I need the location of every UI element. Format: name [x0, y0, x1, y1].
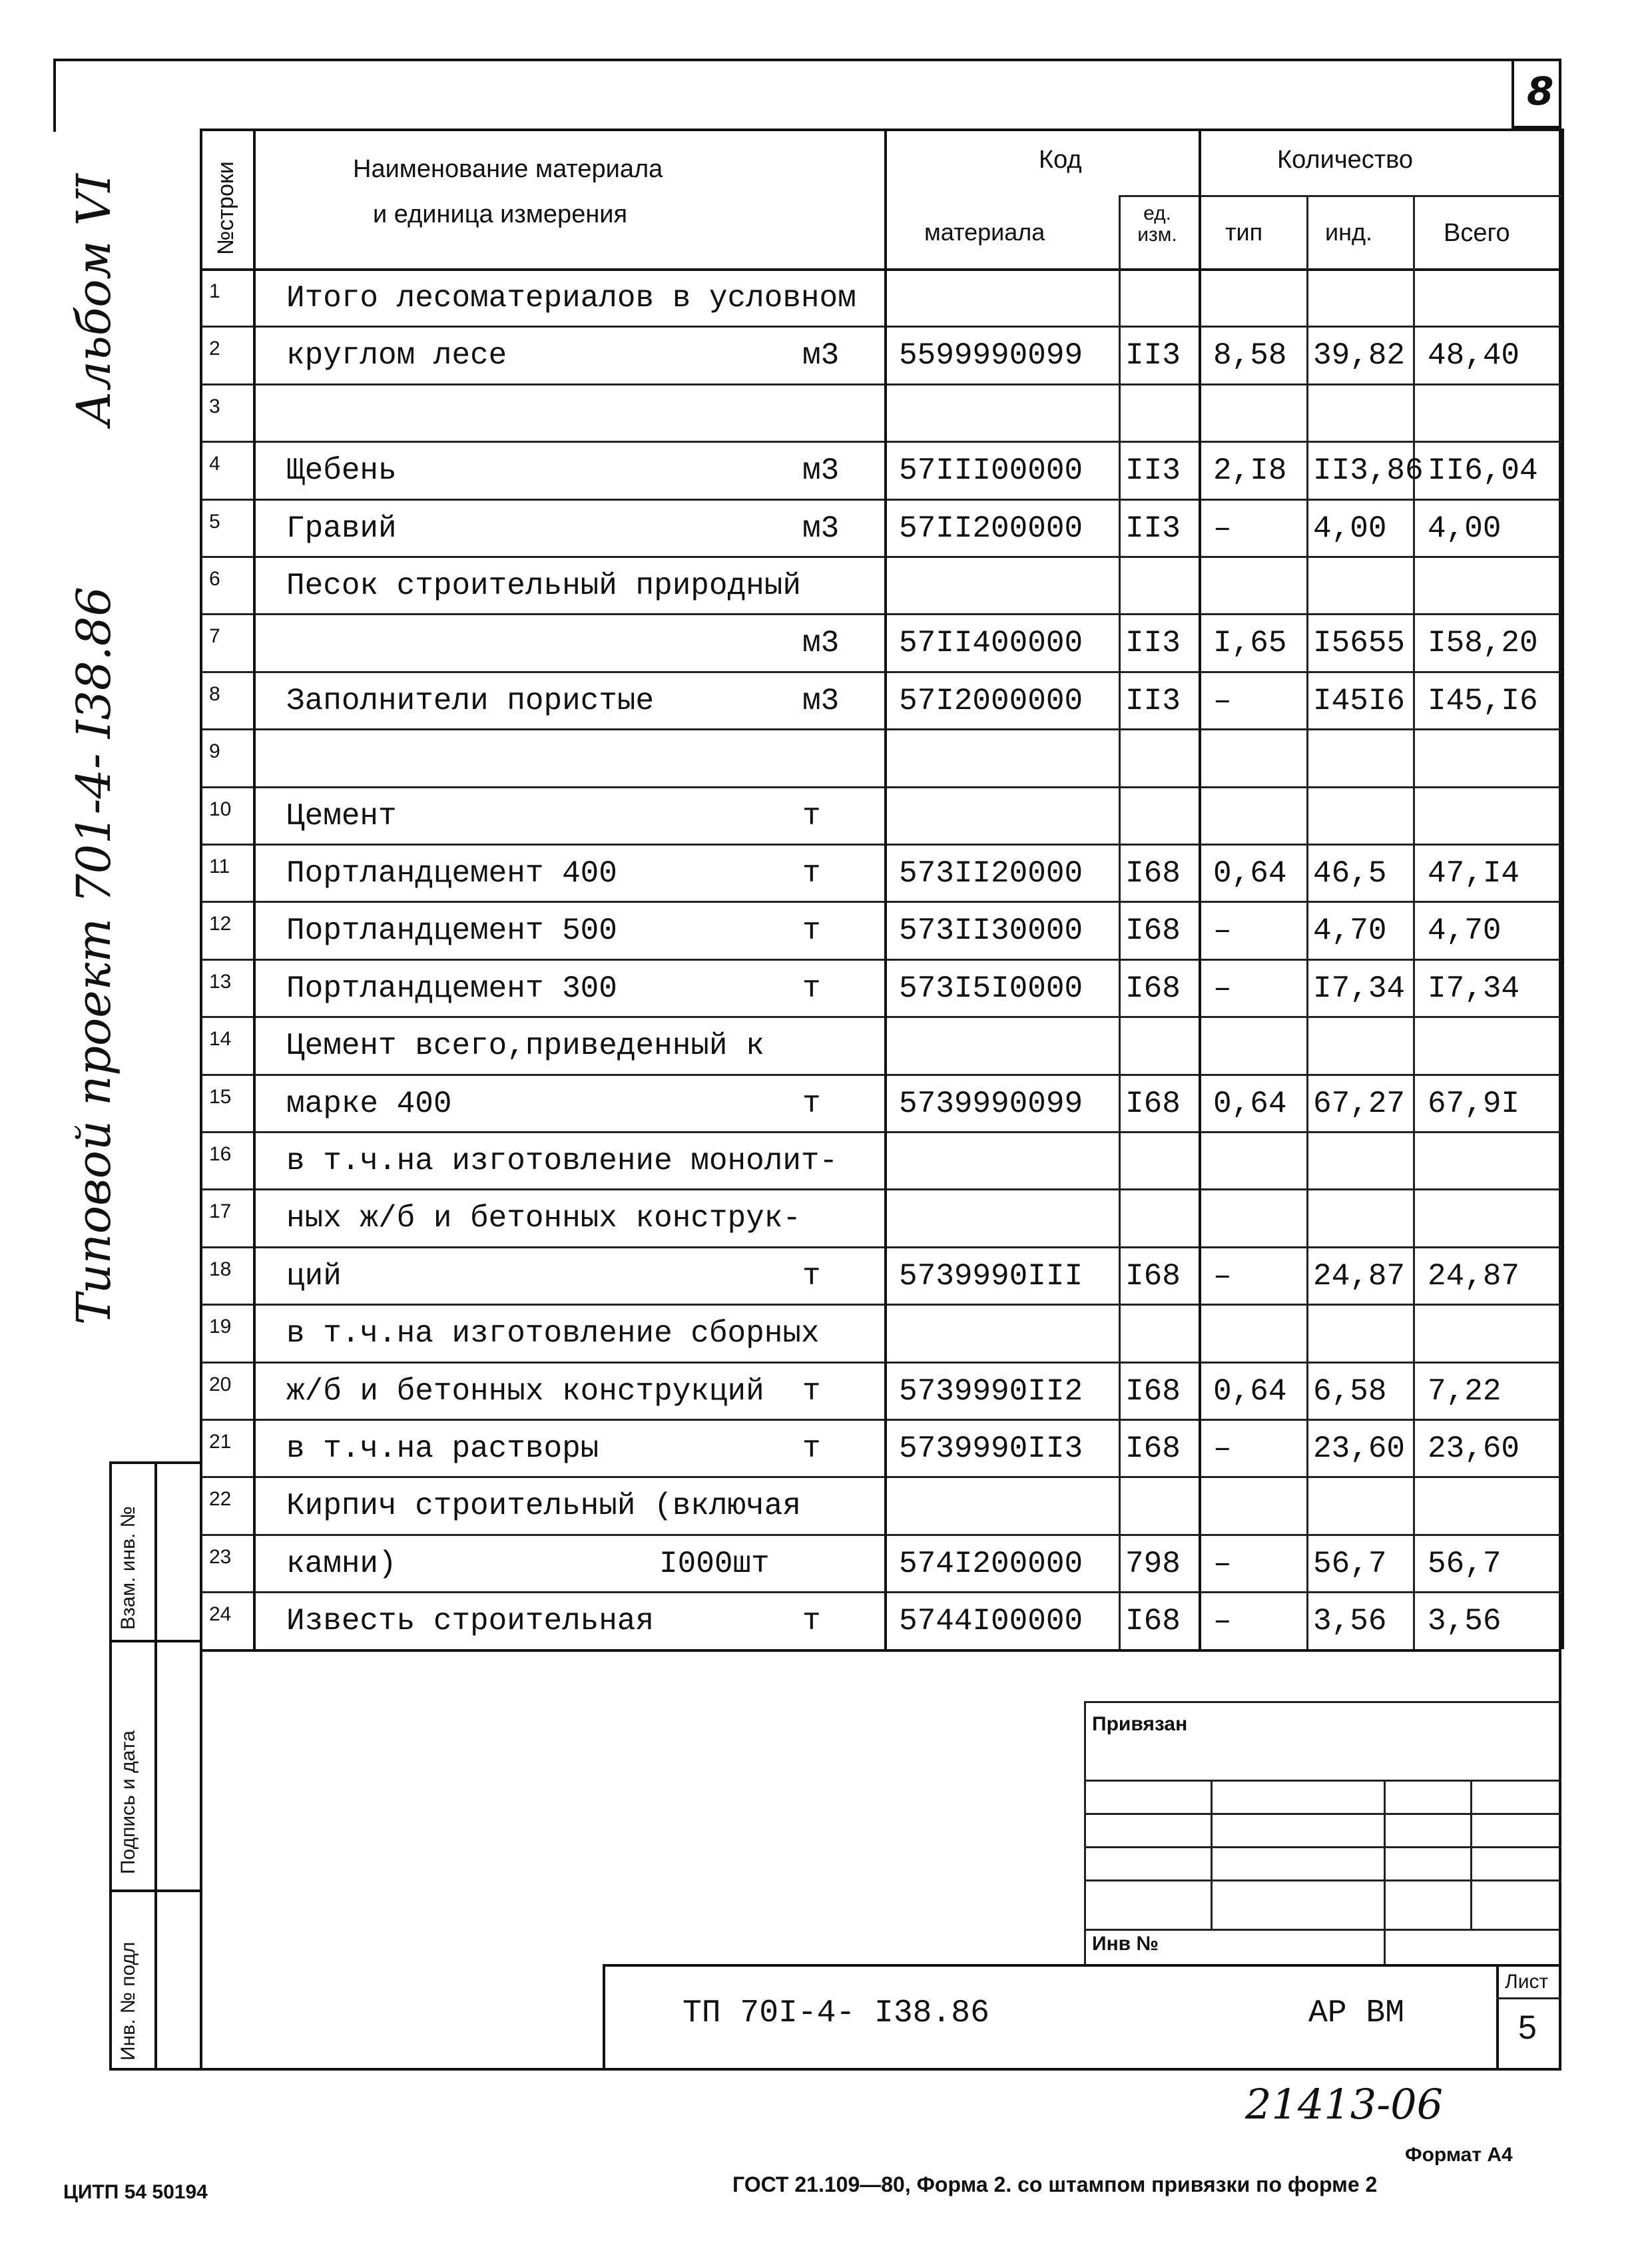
material-code: 573II30000 — [899, 913, 1083, 949]
row-number: 17 — [209, 1200, 232, 1223]
qty-ind: 46,5 — [1313, 856, 1387, 891]
strip-mid-border — [154, 1461, 157, 2071]
row-line — [200, 901, 1561, 903]
header-mid-line — [1119, 195, 1561, 197]
sheet-number: 5 — [1518, 2009, 1537, 2046]
material-name: Портландцемент 500 — [286, 913, 617, 949]
qty-total: 7,22 — [1428, 1374, 1502, 1409]
row-line — [200, 1476, 1561, 1478]
qty-ind: 4,00 — [1313, 511, 1387, 546]
material-code: 574I200000 — [899, 1546, 1083, 1581]
col-line-7 — [1561, 128, 1564, 1649]
unit: т — [802, 1374, 821, 1409]
qty-ind: 4,70 — [1313, 913, 1387, 949]
unit-code: II3 — [1125, 626, 1181, 661]
qty-ind: 3,56 — [1313, 1604, 1387, 1639]
binding-stamp — [1084, 1701, 1561, 1964]
row-line — [200, 1362, 1561, 1364]
col-line-2 — [884, 128, 887, 1649]
material-code: 5739990099 — [899, 1086, 1083, 1121]
qty-type: 0,64 — [1213, 1374, 1287, 1409]
row-number: 6 — [209, 568, 220, 590]
unit-code: II3 — [1125, 338, 1181, 374]
material-name: Гравий — [286, 511, 397, 546]
title-block — [603, 1964, 1561, 2071]
header-name-line1: Наименование материала — [353, 155, 663, 183]
row-number: 18 — [209, 1258, 232, 1280]
qty-ind: I45I6 — [1313, 683, 1406, 718]
row-line — [200, 1419, 1561, 1421]
material-code: 5744I00000 — [899, 1604, 1083, 1639]
qty-total: 4,70 — [1428, 913, 1502, 949]
unit: т — [802, 856, 821, 891]
qty-total: 47,I4 — [1428, 856, 1520, 891]
qty-total: 56,7 — [1428, 1546, 1502, 1581]
table-bottom — [200, 1649, 1561, 1652]
material-name: Известь строительная — [286, 1604, 655, 1639]
unit-code: II3 — [1125, 511, 1181, 546]
row-number: 12 — [209, 913, 232, 935]
material-name: круглом лесе — [286, 338, 507, 374]
row-line — [200, 441, 1561, 443]
qty-total: 67,9I — [1428, 1086, 1520, 1121]
material-code: 5739990II2 — [899, 1374, 1083, 1409]
album-label: Альбом VI — [67, 173, 121, 426]
strip-podpis-label: Подпись и дата — [117, 1730, 139, 1874]
strip-inv-label: Инв. № подл — [117, 1941, 139, 2061]
qty-type: – — [1213, 1546, 1232, 1581]
qty-total: 48,40 — [1428, 338, 1520, 374]
unit-code: I68 — [1125, 856, 1181, 891]
row-number: 4 — [209, 453, 220, 475]
qty-total: 4,00 — [1428, 511, 1502, 546]
row-number: 7 — [209, 625, 220, 648]
qty-ind: 23,60 — [1313, 1431, 1406, 1466]
strip-sep-2 — [109, 1889, 200, 1892]
col-line-3 — [1119, 195, 1121, 1649]
qty-ind: 6,58 — [1313, 1374, 1387, 1409]
material-code: 5739990III — [899, 1258, 1083, 1294]
row-line — [200, 786, 1561, 788]
row-line — [200, 326, 1561, 328]
footer-left: ЦИТП 54 50194 — [63, 2181, 208, 2203]
row-line — [200, 556, 1561, 558]
row-number: 16 — [209, 1143, 232, 1165]
col-line-5 — [1306, 195, 1308, 1649]
row-number: 2 — [209, 338, 220, 360]
row-line — [200, 1534, 1561, 1536]
unit-code: II3 — [1125, 683, 1181, 718]
strip-top — [109, 1461, 200, 1464]
row-line — [200, 959, 1561, 961]
unit-code: 798 — [1125, 1546, 1181, 1581]
strip-sep-1 — [109, 1640, 200, 1642]
qty-total: 24,87 — [1428, 1258, 1520, 1294]
lower-left-border — [200, 1648, 202, 2071]
qty-type: – — [1213, 1604, 1232, 1639]
footer-format: Формат А4 — [1405, 2144, 1513, 2166]
page-number: 8 — [1527, 69, 1554, 114]
qty-ind: 39,82 — [1313, 338, 1406, 374]
unit: м3 — [802, 511, 840, 546]
project-label: Типовой проект 701-4- I38.86 — [67, 587, 121, 1325]
material-name: в т.ч.на растворы — [286, 1431, 599, 1466]
header-quantity: Количество — [1277, 146, 1414, 174]
header-bottom — [200, 268, 1561, 271]
row-number: 3 — [209, 395, 220, 417]
material-code: 57I2000000 — [899, 683, 1083, 718]
qty-ind: 24,87 — [1313, 1258, 1406, 1294]
material-name: ж/б и бетонных конструкций — [286, 1374, 764, 1409]
unit: м3 — [802, 338, 840, 374]
unit: т — [802, 798, 821, 834]
qty-ind: I7,34 — [1313, 971, 1406, 1006]
header-type: тип — [1225, 218, 1263, 246]
qty-type: 0,64 — [1213, 856, 1287, 891]
row-number: 1 — [209, 280, 220, 302]
material-name: в т.ч.на изготовление сборных — [286, 1316, 820, 1352]
col-line-4 — [1199, 128, 1201, 1649]
handwritten-number: 21413-06 — [1245, 2080, 1444, 2129]
row-line — [200, 499, 1561, 501]
row-line — [200, 1304, 1561, 1306]
footer-gost: ГОСТ 21.109—80, Форма 2. со штампом привязки по форме 2 — [732, 2172, 1378, 2196]
material-name: Песок строительный природный — [286, 569, 801, 603]
material-name: Итого лесоматериалов в условном — [286, 281, 856, 316]
material-name: марке 400 — [286, 1086, 452, 1121]
qty-ind: 67,27 — [1313, 1086, 1406, 1121]
header-name-line2: и единица измерения — [373, 200, 628, 228]
qty-type: – — [1213, 683, 1232, 718]
qty-type: 2,I8 — [1213, 453, 1287, 489]
unit: т — [802, 1604, 821, 1639]
header-ind: инд. — [1325, 218, 1372, 246]
material-name: Цемент — [286, 798, 397, 834]
header-code: Код — [1039, 146, 1082, 174]
row-number: 22 — [209, 1488, 232, 1511]
unit-code: I68 — [1125, 1374, 1181, 1409]
row-number: 19 — [209, 1316, 232, 1338]
row-line — [200, 1016, 1561, 1018]
sheet-label: Лист — [1505, 1971, 1549, 1993]
unit: т — [802, 1086, 821, 1121]
col-line-0 — [200, 128, 202, 1649]
material-name: Щебень — [286, 453, 397, 489]
frame-top — [53, 59, 1561, 61]
unit-code: I68 — [1125, 1086, 1181, 1121]
row-number: 24 — [209, 1603, 232, 1626]
table-top — [200, 128, 1561, 131]
material-name: Портландцемент 400 — [286, 856, 617, 891]
material-code: 57II200000 — [899, 511, 1083, 546]
row-number: 15 — [209, 1085, 232, 1108]
doc-code: ТП 70I-4- I38.86 — [683, 1995, 989, 2031]
row-number: 23 — [209, 1545, 232, 1568]
row-line — [200, 613, 1561, 615]
material-name: камни) — [286, 1546, 397, 1581]
qty-total: II6,04 — [1428, 453, 1538, 489]
qty-total: 23,60 — [1428, 1431, 1520, 1466]
row-number: 9 — [209, 740, 220, 763]
row-number: 13 — [209, 970, 232, 993]
unit-code: I68 — [1125, 913, 1181, 949]
unit-code: I68 — [1125, 971, 1181, 1006]
header-material: материала — [924, 218, 1045, 246]
unit-code: I68 — [1125, 1604, 1181, 1639]
row-number: 14 — [209, 1028, 232, 1051]
qty-ind: 56,7 — [1313, 1546, 1387, 1581]
material-name: Заполнители пористые — [286, 683, 655, 718]
materials-table — [200, 128, 1561, 1648]
unit: т — [802, 1431, 821, 1466]
binding-title: Привязан — [1092, 1713, 1188, 1735]
strip-left-border — [109, 1461, 112, 2071]
unit-code: II3 — [1125, 453, 1181, 489]
row-number: 20 — [209, 1373, 232, 1395]
material-code: 5739990II3 — [899, 1431, 1083, 1466]
material-code: 57II400000 — [899, 626, 1083, 661]
doc-mark: АР ВМ — [1308, 1995, 1405, 2031]
unit: т — [802, 971, 821, 1006]
qty-total: I58,20 — [1428, 626, 1538, 661]
unit: т — [802, 1258, 821, 1294]
row-number: 21 — [209, 1431, 232, 1453]
qty-total: I7,34 — [1428, 971, 1520, 1006]
binding-inv: Инв № — [1092, 1933, 1159, 1955]
qty-type: – — [1213, 971, 1232, 1006]
unit: м3 — [802, 453, 840, 489]
row-line — [200, 1131, 1561, 1133]
header-total: Всего — [1444, 219, 1510, 247]
row-number: 8 — [209, 682, 220, 705]
material-name: Кирпич строительный (включая — [286, 1489, 801, 1524]
row-line — [200, 671, 1561, 673]
unit-code: I68 — [1125, 1258, 1181, 1294]
qty-type: – — [1213, 913, 1232, 949]
header-unit-code: ед. изм. — [1137, 202, 1177, 246]
frame-left-top — [53, 59, 56, 132]
row-line — [200, 1246, 1561, 1248]
qty-type: 8,58 — [1213, 338, 1287, 374]
material-name: в т.ч.на изготовление монолит- — [286, 1144, 838, 1178]
row-number: 11 — [209, 856, 230, 878]
material-name: ций — [286, 1258, 342, 1294]
unit: т — [802, 913, 821, 949]
qty-type: – — [1213, 511, 1232, 546]
row-line — [200, 1188, 1561, 1190]
material-code: 5599990099 — [899, 338, 1083, 374]
row-line — [200, 383, 1561, 385]
qty-ind: I5655 — [1313, 626, 1406, 661]
row-line — [200, 844, 1561, 846]
material-code: 57III00000 — [899, 453, 1083, 489]
qty-type: I,65 — [1213, 626, 1287, 661]
unit: м3 — [802, 683, 840, 718]
material-code: 573II20000 — [899, 856, 1083, 891]
header-row-number: №строки — [213, 161, 238, 255]
qty-type: – — [1213, 1431, 1232, 1466]
strip-vzam-label: Взам. инв. № — [117, 1506, 139, 1630]
qty-total: I45,I6 — [1428, 683, 1538, 718]
row-number: 10 — [209, 798, 232, 820]
unit: м3 — [802, 626, 840, 661]
material-name: Портландцемент 300 — [286, 971, 617, 1006]
row-line — [200, 1074, 1561, 1076]
col-line-6 — [1413, 195, 1415, 1649]
strip-bottom — [109, 2068, 200, 2071]
material-name: Цемент всего,приведенный к — [286, 1029, 764, 1064]
unit-code: I68 — [1125, 1431, 1181, 1466]
material-name: ных ж/б и бетонных конструк- — [286, 1201, 801, 1236]
qty-ind: II3,86 — [1313, 453, 1424, 489]
unit: I000шт — [659, 1546, 770, 1581]
col-line-1 — [253, 128, 256, 1649]
qty-type: – — [1213, 1258, 1232, 1294]
qty-total: 3,56 — [1428, 1604, 1502, 1639]
row-line — [200, 1591, 1561, 1593]
row-number: 5 — [209, 510, 220, 533]
qty-type: 0,64 — [1213, 1086, 1287, 1121]
row-line — [200, 728, 1561, 730]
material-code: 573I5I0000 — [899, 971, 1083, 1006]
